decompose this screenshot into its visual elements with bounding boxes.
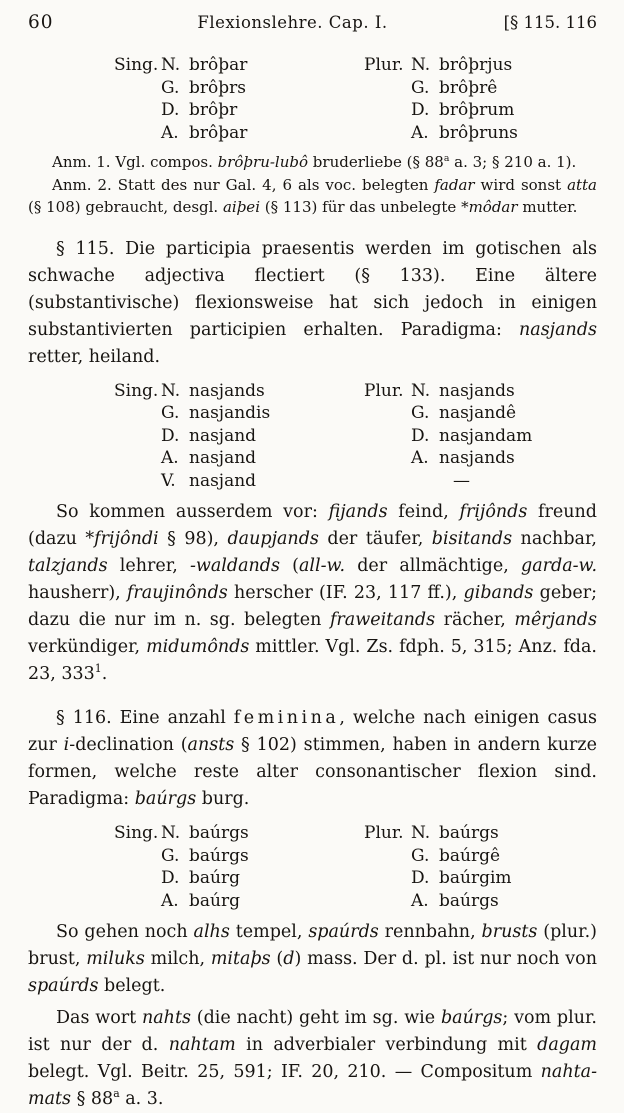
case-abbr: D. bbox=[411, 425, 430, 446]
paragraph-so-kommen: So kommen ausserdem vor: fijands feind, frijônds freund (dazu *frijôndi § 98), daupjands der täufer, bisitands nachbar, talzjands lehrer, -waldands (all-w. der allmächtige, garda-w. hausherr), fraujinônds herscher (IF. 23, 117 ff.), gibands geber; dazu die nur im n. sg. belegten fraweitands rächer, mêrjands verkündiger, midumônds mittler. Vgl. Zs. fdph. 5, 315; Anz. fda. 23, $333^1$. bbox=[28, 502, 598, 684]
case-abbr: A. bbox=[411, 448, 429, 468]
annotation-2: Anm. 2. Statt des nur Gal. 4, 6 als voc. belegten fadar wird sonst atta (§ 108) gebraucht, desgl. aiþei (§ 113) für das unbelegte *môdar mutter. bbox=[28, 175, 598, 216]
plur-label: Plur. bbox=[364, 823, 404, 843]
case-abbr: D. bbox=[161, 100, 180, 120]
paradigm-row bbox=[364, 867, 512, 890]
plural-column bbox=[364, 822, 512, 912]
paradigm-row bbox=[364, 99, 518, 122]
singular-column bbox=[114, 54, 364, 144]
paradigm-row bbox=[364, 470, 532, 493]
paradigm-row bbox=[364, 890, 512, 913]
word-form: nasjandam bbox=[439, 425, 533, 446]
word-form: nasjand bbox=[189, 425, 257, 446]
case-abbr: G. bbox=[411, 845, 430, 866]
word-form: brôþar bbox=[189, 122, 248, 143]
paradigm-row bbox=[364, 380, 532, 403]
word-form: baúrgê bbox=[439, 845, 501, 866]
word-form: baúrgs bbox=[189, 823, 249, 843]
paradigm-row bbox=[114, 77, 364, 100]
case-abbr: A. bbox=[161, 122, 179, 143]
paradigm-row bbox=[364, 77, 518, 100]
word-form: nasjandê bbox=[439, 403, 517, 423]
word-form: nasjands bbox=[439, 380, 515, 401]
annotation-1: Anm. 1. Vgl. compos. brôþru-lubô bruderliebe (§ 88$^a$ a. 3; § 210 a. 1). bbox=[52, 153, 577, 171]
paradigm-table-brothar bbox=[28, 54, 597, 144]
paradigm-row bbox=[114, 890, 364, 913]
paradigm-row bbox=[364, 822, 512, 845]
word-form: baúrgs bbox=[189, 845, 249, 866]
word-form: nasjand bbox=[189, 470, 257, 491]
word-form: brôþruns bbox=[439, 122, 518, 143]
case-abbr: V. bbox=[161, 470, 176, 491]
running-title: Flexionslehre. Cap. I. bbox=[197, 13, 388, 32]
word-form: nasjand bbox=[189, 448, 257, 468]
word-form: baúrg bbox=[189, 868, 240, 888]
case-abbr: A. bbox=[411, 122, 429, 143]
case-abbr: N. bbox=[411, 823, 431, 843]
paradigm-row bbox=[114, 470, 364, 493]
case-abbr: D. bbox=[161, 868, 180, 888]
sing-label: Sing. bbox=[114, 823, 159, 843]
word-form: nasjands bbox=[439, 448, 515, 468]
case-abbr: N. bbox=[161, 380, 181, 401]
paradigm-row bbox=[114, 447, 364, 470]
singular-column bbox=[114, 380, 364, 493]
paradigm-row bbox=[114, 99, 364, 122]
paradigm-row bbox=[364, 425, 532, 448]
paragraph-116: § 116. Eine anzahl feminina, welche nach einigen casus zur i-declination (ansts § 102) stimmen, haben in andern kurze formen, welche reste alter consonantischer flexion sind. Paradigma: baúrgs burg. bbox=[28, 708, 597, 809]
word-form: brôþrjus bbox=[439, 55, 513, 75]
paradigm-row bbox=[114, 822, 364, 845]
word-form: baúrg bbox=[189, 890, 240, 911]
paragraph-das-wort: Das wort nahts (die nacht) geht im sg. wie baúrgs; vom plur. ist nur der d. nahtam in adverbialer verbindung mit dagam belegt. Vgl. Beitr. 25, 591; IF. 20, 210. — Compositum nahta-mats § 88$^a$ a. 3. bbox=[28, 1008, 597, 1109]
plur-label: Plur. bbox=[364, 55, 404, 75]
case-abbr: A. bbox=[411, 890, 429, 911]
case-abbr: G. bbox=[411, 403, 430, 423]
paradigm-row bbox=[114, 54, 364, 77]
paradigm-row bbox=[364, 122, 518, 145]
plur-label: Plur. bbox=[364, 380, 404, 401]
case-abbr bbox=[411, 470, 439, 493]
singular-column bbox=[114, 822, 364, 912]
word-form: baúrgs bbox=[439, 890, 499, 911]
paradigm-row bbox=[114, 402, 364, 425]
case-abbr: A. bbox=[161, 890, 179, 911]
case-abbr: D. bbox=[411, 100, 430, 120]
section-range: [§ 115. 116 bbox=[503, 13, 597, 32]
case-abbr: A. bbox=[161, 448, 179, 468]
word-form: brôþrê bbox=[439, 77, 498, 98]
paradigm-row bbox=[114, 845, 364, 868]
paradigm-row bbox=[364, 54, 518, 77]
paragraph-115: § 115. Die participia praesentis werden im gotischen als schwache adjectiva flectiert (§ 133). Eine ältere (substantivische) flexionsweise hat sich jedoch in einigen substantivierten participien erhalten. Paradigma: nasjands retter, heiland. bbox=[28, 238, 597, 367]
case-abbr: N. bbox=[161, 823, 181, 843]
no-form-dash: — bbox=[453, 470, 470, 491]
case-abbr: G. bbox=[161, 77, 180, 98]
case-abbr: N. bbox=[161, 55, 181, 75]
paragraph-so-gehen: So gehen noch alhs tempel, spaúrds rennbahn, brusts (plur.) brust, miluks milch, mitaþs (d) mass. Der d. pl. ist nur noch von spaúrds belegt. bbox=[28, 922, 597, 996]
paradigm-row bbox=[114, 867, 364, 890]
sing-label: Sing. bbox=[114, 380, 159, 401]
paradigm-row bbox=[364, 402, 532, 425]
word-form: baúrgim bbox=[439, 868, 512, 888]
plural-column bbox=[364, 380, 532, 493]
case-abbr: G. bbox=[161, 403, 180, 423]
paradigm-row bbox=[364, 447, 532, 470]
paradigm-table-baurgs bbox=[28, 822, 597, 912]
paradigm-row bbox=[114, 425, 364, 448]
case-abbr: D. bbox=[411, 868, 430, 888]
paradigm-table-nasjands bbox=[28, 380, 597, 493]
word-form: nasjandis bbox=[189, 403, 271, 423]
case-abbr: N. bbox=[411, 380, 431, 401]
word-form: nasjands bbox=[189, 380, 265, 401]
paradigm-row bbox=[114, 380, 364, 403]
word-form: brôþrum bbox=[439, 100, 515, 120]
running-head bbox=[28, 12, 597, 33]
case-abbr: N. bbox=[411, 55, 431, 75]
plural-column bbox=[364, 54, 518, 144]
case-abbr: D. bbox=[161, 425, 180, 446]
word-form: brôþrs bbox=[189, 77, 246, 98]
word-form: brôþar bbox=[189, 55, 248, 75]
paradigm-row bbox=[114, 122, 364, 145]
case-abbr: G. bbox=[411, 77, 430, 98]
sing-label: Sing. bbox=[114, 55, 159, 75]
page-number: 60 bbox=[28, 12, 54, 33]
paradigm-row bbox=[364, 845, 512, 868]
annotations bbox=[28, 151, 597, 219]
word-form: brôþr bbox=[189, 100, 238, 120]
case-abbr: G. bbox=[161, 845, 180, 866]
word-form: baúrgs bbox=[439, 823, 499, 843]
